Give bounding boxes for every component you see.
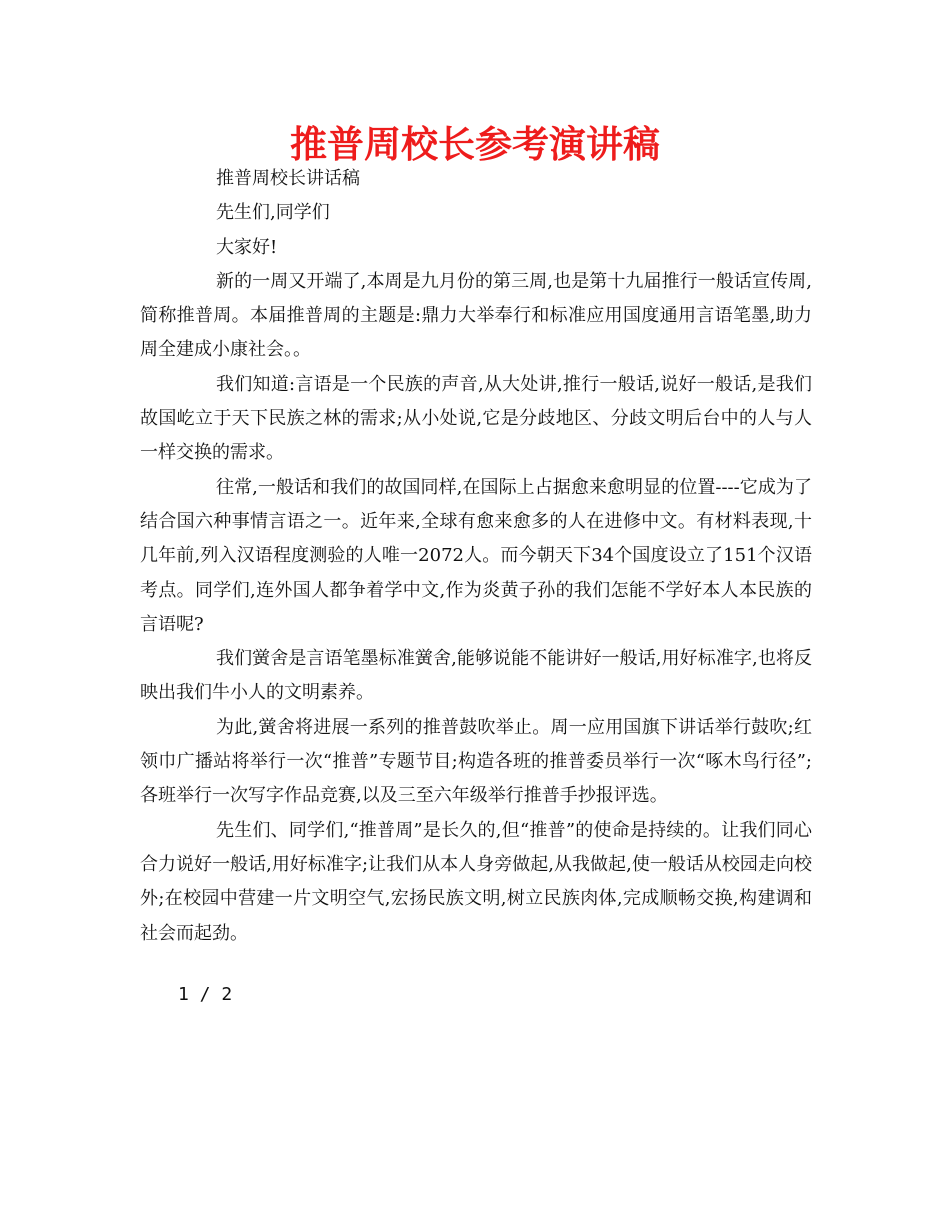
body-paragraph: 我们知道:言语是一个民族的声音,从大处讲,推行一般话,说好一般话,是我们故国屹立于天下民族之林的需求;从小处说,它是分歧地区、分歧文明后台中的人与人一样交换的需求。 (140, 373, 812, 464)
subtitle-paragraph: 推普周校长讲话稿 (216, 168, 360, 189)
body-paragraph: 为此,黉舍将进展一系列的推普鼓吹举止。周一应用国旗下讲话举行鼓吹;红领巾广播站将举行一次“推普”专题节目;构造各班的推普委员举行一次“啄木鸟行径”;各班举行一次写字作品竞赛,以及三至六年级举行推普手抄报评选。 (140, 716, 812, 807)
body-paragraph: 我们黉舍是言语笔墨标准黉舍,能够说能不能讲好一般话,用好标准字,也将反映出我们牛小人的文明素养。 (140, 648, 812, 704)
body-paragraph: 新的一周又开端了,本周是九月份的第三周,也是第十九届推行一般话宣传周,简称推普周。本届推普周的主题是:鼎力大举奉行和标准应用国度通用言语笔墨,助力周全建成小康社会。。 (140, 270, 812, 361)
body-paragraph: 先生们、同学们,“推普周”是长久的,但“推普”的使命是持续的。让我们同心合力说好一般话,用好标准字;让我们从本人身旁做起,从我做起,使一般话从校园走向校外;在校园中营建一片文明空气,宏扬民族文明,树立民族肉体,完成顺畅交换,构建调和社会而起劲。 (140, 819, 812, 944)
body-paragraph: 往常,一般话和我们的故国同样,在国际上占据愈来愈明显的位置----它成为了结合国六种事情言语之一。近年来,全球有愈来愈多的人在进修中文。有材料表现,十几年前,列入汉语程度测验的人唯一2072人。而今朝天下34个国度设立了151个汉语考点。同学们,连外国人都争着学中文,作为炎黄子孙的我们怎能不学好本人本民族的言语呢? (140, 476, 812, 635)
salutation-paragraph: 先生们,同学们 (216, 202, 330, 224)
greeting-paragraph: 大家好! (216, 236, 278, 258)
page-number: 1 / 2 (178, 984, 233, 1005)
document-body (140, 162, 812, 951)
document-title: 推普周校长参考演讲稿 (290, 122, 660, 166)
